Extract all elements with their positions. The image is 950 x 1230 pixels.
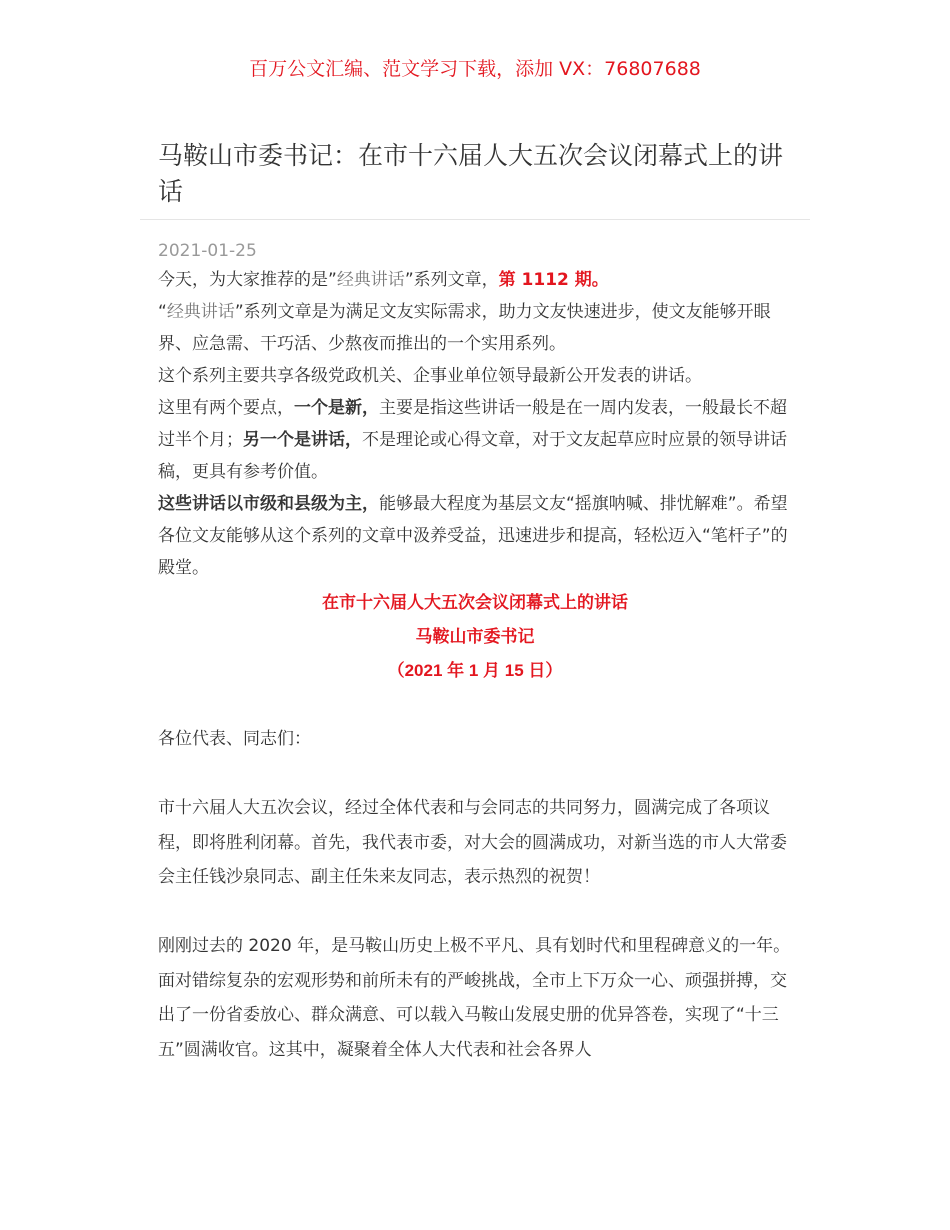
intro-line1-prefix: 今天，为大家推荐的是”	[158, 270, 337, 290]
intro-p4-mid: 主要是指这些讲话一般是在一周内发表，一般最长不超过半个月；	[158, 398, 787, 450]
promo-banner: 百万公文汇编、范文学习下载，添加 VX：76807688	[249, 58, 701, 80]
key-point-speech: 另一个是讲话，	[243, 430, 362, 450]
series-name-2: 经典讲话	[166, 302, 235, 322]
speech-paragraph: 刚刚过去的 2020 年，是马鞍山历史上极不平凡、具有划时代和里程碑意义的一年。面对错综复杂的宏观形势和前所未有的严峻挑战，全市上下万众一心、顽强拼搏，交出了一份省委放心、群众满意、可以载入马鞍山发展史册的优异答卷，实现了“十三五”圆满收官。这其中，凝聚着全体人大代表和社会各界人	[158, 936, 791, 1060]
speech-header	[0, 586, 950, 688]
intro-scope: 这个系列主要共享各级党政机关、企事业单位领导最新公开发表的讲话。	[158, 366, 702, 386]
intro-p4-prefix: 这里有两个要点，	[158, 398, 294, 418]
intro-p4-suffix: 不是理论或心得文章，对于文友起草应时应景的领导讲话稿，更具有参考价值。	[158, 430, 787, 482]
issue-number: 第 1112 期。	[498, 270, 609, 290]
intro-line-issue	[158, 264, 798, 296]
intro-key-points	[158, 392, 798, 488]
series-intro	[158, 264, 798, 584]
title-divider	[140, 219, 810, 220]
speech-heading: 在市十六届人大五次会议闭幕式上的讲话	[322, 593, 628, 612]
speech-speaker: 马鞍山市委书记	[415, 627, 535, 646]
speech-date: （2021 年 1 月 15 日）	[387, 661, 563, 680]
intro-p2-text: ”系列文章是为满足文友实际需求，助力文友快速进步，使文友能够开眼界、应急需、干巧活、少熬夜而推出的一个实用系列。	[158, 302, 771, 354]
focus-level: 这些讲话以市级和县级为主，	[158, 494, 379, 514]
intro-p5-text: 能够最大程度为基层文友“摇旗呐喊、排忧解难”。希望各位文友能够从这个系列的文章中汲养受益，迅速进步和提高，轻松迈入“笔杆子”的殿堂。	[158, 494, 788, 578]
intro-purpose	[158, 296, 798, 360]
intro-line1-mid: ”系列文章，	[404, 270, 499, 290]
intro-p2-open-quote: “	[158, 302, 167, 322]
article-title: 马鞍山市委书记：在市十六届人大五次会议闭幕式上的讲话	[158, 141, 784, 206]
intro-focus	[158, 488, 798, 584]
key-point-new: 一个是新，	[294, 398, 379, 418]
speech-salutation: 各位代表、同志们：	[158, 729, 311, 749]
series-name: 经典讲话	[336, 270, 405, 290]
speech-paragraph: 市十六届人大五次会议，经过全体代表和与会同志的共同努力，圆满完成了各项议程，即将胜利闭幕。首先，我代表市委，对大会的圆满成功，对新当选的市人大常委会主任钱沙泉同志、副主任朱来友同志，表示热烈的祝贺！	[158, 798, 787, 887]
publish-date: 2021-01-25	[158, 241, 257, 261]
